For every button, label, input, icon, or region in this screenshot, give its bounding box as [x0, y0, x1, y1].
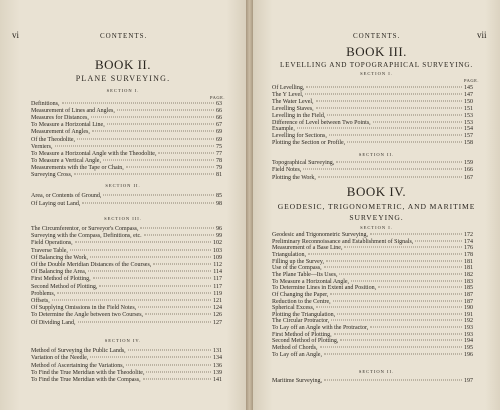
toc-entry-page: 79 — [216, 164, 222, 171]
toc-entry-page: 85 — [216, 193, 222, 199]
toc-entry-title: Plotting the Section or Profile, — [272, 140, 346, 147]
toc-entry-page: 193 — [464, 331, 473, 338]
dot-leader — [303, 169, 462, 170]
dot-leader — [318, 176, 462, 177]
toc-entry-page: 75 — [216, 143, 222, 150]
dot-leader — [324, 267, 462, 268]
toc-entry — [31, 115, 222, 122]
toc-entry-title: Plotting the Triangulation, — [272, 311, 336, 318]
toc-entry-page: 67 — [216, 122, 222, 129]
toc-entry-page: 191 — [464, 311, 473, 318]
toc-entry-title: Field Notes, — [272, 167, 302, 174]
dot-leader — [88, 271, 211, 272]
book-title: BOOK IV. — [346, 184, 407, 199]
toc-entry-title: To Determine Lines in Extent and Position, — [272, 285, 377, 292]
toc-entry-page: 167 — [464, 174, 473, 181]
toc-entry-page: 77 — [216, 150, 222, 157]
toc-entry-page: 66 — [216, 108, 222, 115]
page-column-label: PAGE. — [464, 78, 479, 83]
dot-leader — [316, 107, 462, 108]
dot-leader — [52, 300, 211, 301]
toc-entry-title: Verniers, — [31, 143, 53, 150]
dot-leader — [373, 121, 462, 122]
toc-entry-title: Of Supplying Omissions in the Field Notes, — [31, 305, 137, 312]
dot-leader — [324, 380, 462, 381]
toc-entry-page: 96 — [216, 226, 222, 232]
toc-entry-title: Method of Ascertaining the Variations, — [31, 362, 125, 369]
toc-entry — [31, 129, 222, 136]
dot-leader — [370, 234, 462, 235]
page-folio: vi — [12, 30, 20, 40]
dot-leader — [103, 195, 214, 196]
toc-entry-page: 117 — [213, 276, 222, 283]
toc-entry — [31, 291, 222, 298]
toc-entry — [272, 175, 473, 182]
toc-entry-title: Of Dividing Land, — [31, 319, 76, 326]
toc-entry — [31, 320, 222, 327]
toc-entry-title: Area, or Contents of Ground, — [31, 193, 102, 199]
dot-leader — [91, 117, 214, 118]
toc-entry-title: Example, — [272, 126, 295, 133]
dot-leader — [324, 353, 462, 354]
toc-entry-page: 131 — [213, 348, 222, 354]
book-gutter — [246, 0, 253, 410]
toc-entry — [31, 240, 222, 247]
dot-leader — [145, 314, 211, 315]
toc-entry-title: The Water Level, — [272, 98, 314, 105]
toc-entry-title: The Plane Table—Its Uses, — [272, 271, 338, 278]
section-heading: SECTION I. — [360, 71, 393, 76]
toc-entry-page: 153 — [464, 112, 473, 119]
toc-entry-page: 174 — [464, 238, 473, 245]
dot-leader — [90, 256, 211, 257]
toc-entry-page: 187 — [464, 298, 473, 305]
toc-entry-title: Geodesic and Trigonometric Surveying, — [272, 232, 368, 238]
dot-leader — [128, 350, 211, 351]
toc-entry-page: 127 — [213, 319, 222, 326]
dot-leader — [57, 292, 211, 293]
toc-entry-title: To Measure a Horizontal Line, — [31, 122, 105, 129]
dot-leader — [62, 103, 215, 104]
toc-entry — [31, 284, 222, 291]
toc-entry-page: 153 — [464, 119, 473, 126]
section-heading: SECTION IV. — [104, 338, 142, 343]
dot-leader — [308, 253, 462, 254]
toc-entry-page: 99 — [216, 233, 222, 240]
toc-entry-title: The Circular Protractor, — [272, 318, 330, 325]
toc-entry — [31, 165, 222, 172]
dot-leader — [344, 247, 462, 248]
toc-entry-page: 139 — [213, 369, 222, 376]
book-subtitle-continued: SURVEYING. — [349, 213, 404, 222]
toc-entry-title: Topographical Surveying, — [272, 160, 335, 166]
toc-entry — [31, 172, 222, 179]
toc-entry-title: Surveying Cross, — [31, 172, 73, 178]
toc-entry-page: 193 — [464, 325, 473, 332]
toc-entry-page: 195 — [464, 345, 473, 352]
section-heading: SECTION II. — [105, 183, 141, 188]
dot-leader — [158, 152, 214, 153]
dot-leader — [126, 166, 214, 167]
dot-leader — [337, 313, 462, 314]
toc-entry-title: Of Laying out Land, — [31, 201, 81, 208]
toc-entry-page: 151 — [464, 105, 473, 112]
toc-entry-title: Of Balancing the Area, — [31, 269, 87, 276]
toc-entry-title: Second Method of Plotting, — [31, 283, 98, 290]
toc-entry-title: Levelling in the Field, — [272, 112, 326, 119]
dot-leader — [316, 100, 462, 101]
dot-leader — [70, 249, 211, 250]
dot-leader — [415, 240, 462, 241]
toc-entry-title: Variation of the Needle, — [31, 355, 89, 362]
toc-entry-page: 147 — [464, 91, 473, 98]
toc-entry-title: Measures for Distances, — [31, 115, 89, 122]
toc-entry-page: 181 — [464, 258, 473, 265]
toc-entry-page: 141 — [213, 377, 222, 384]
toc-entry-title: Of Levelling, — [272, 85, 305, 91]
dot-leader — [306, 87, 462, 88]
toc-entry-page: 159 — [464, 160, 473, 166]
dot-leader — [336, 162, 462, 163]
toc-entry-page: 197 — [464, 378, 473, 384]
toc-entry — [31, 298, 222, 305]
dot-leader — [305, 93, 462, 94]
dot-leader — [316, 307, 462, 308]
toc-entry-page: 166 — [464, 167, 473, 174]
dot-leader — [351, 280, 462, 281]
toc-entry-page: 136 — [213, 362, 222, 369]
toc-entry — [31, 151, 222, 158]
toc-entry-title: Triangulation, — [272, 251, 306, 258]
toc-entry-title: The Y Level, — [272, 91, 304, 98]
dot-leader — [126, 364, 211, 365]
toc-entry-title: Measurements with the Tape or Chain, — [31, 164, 124, 171]
book-subtitle: PLANE SURVEYING. — [75, 74, 171, 83]
toc-entry-page: 103 — [213, 247, 222, 254]
dot-leader — [144, 235, 214, 236]
toc-entry — [31, 348, 222, 355]
toc-entry-page: 172 — [464, 232, 473, 238]
toc-entry-title: Spherical Excess, — [272, 305, 315, 312]
dot-leader — [74, 174, 214, 175]
toc-entry-title: To Lay off an Angle with the Protractor, — [272, 325, 369, 332]
toc-entry-page: 69 — [216, 129, 222, 136]
toc-entry-title: To Measure a Horizontal Angle, — [272, 278, 350, 285]
toc-entry-title: Levelling for Sections, — [272, 133, 327, 140]
toc-entry-page: 190 — [464, 305, 473, 312]
toc-entry-page: 63 — [216, 101, 222, 107]
dot-leader — [143, 379, 211, 380]
toc-entry-page: 154 — [464, 126, 473, 133]
toc-entry-page: 134 — [213, 355, 222, 362]
toc-entry-title: Filling up the Survey, — [272, 258, 324, 265]
page-folio: vii — [477, 30, 487, 40]
dot-leader — [140, 228, 214, 229]
toc-entry-title: Preliminary Reconnoissance and Establishment of Signals, — [272, 238, 414, 245]
section-heading: SECTION I. — [360, 225, 393, 230]
toc-entry-page: 117 — [213, 283, 222, 290]
toc-entry-title: Plotting the Work, — [272, 174, 316, 181]
toc-entry — [31, 370, 222, 377]
dot-leader — [117, 110, 214, 111]
toc-entry-page: 183 — [464, 278, 473, 285]
toc-entry-title: Measurement of Angles, — [31, 129, 90, 136]
toc-entry-page: 185 — [464, 285, 473, 292]
dot-leader — [77, 138, 214, 139]
toc-entry — [31, 363, 222, 370]
toc-entry-title: Measurement of Lines and Angles, — [31, 108, 115, 115]
dot-leader — [326, 260, 462, 261]
toc-entry-page: 114 — [213, 269, 222, 276]
toc-entry-title: To Determine the Angle between two Courses, — [31, 312, 144, 319]
toc-entry-page: 192 — [464, 318, 473, 325]
toc-entry-title: Difference of Level between Two Points, — [272, 119, 371, 126]
toc-entry-page: 121 — [213, 298, 222, 304]
dot-leader — [90, 357, 211, 358]
toc-entry — [31, 377, 222, 384]
toc-entry-title: To Measure a Vertical Angle, — [31, 157, 101, 164]
toc-entry — [272, 140, 473, 147]
toc-entry — [31, 312, 222, 319]
toc-entry-title: Measurement of a Base Line, — [272, 245, 343, 252]
dot-leader — [153, 264, 211, 265]
toc-entry — [31, 144, 222, 151]
dot-leader — [339, 273, 462, 274]
toc-entry-page: 194 — [464, 338, 473, 345]
dot-leader — [99, 285, 211, 286]
dot-leader — [331, 320, 462, 321]
book-subtitle: LEVELLING AND TOPOGRAPHICAL SURVEYING. — [279, 61, 473, 69]
toc-entry-page: 178 — [464, 251, 473, 258]
toc-entry — [31, 262, 222, 269]
dot-leader — [82, 203, 214, 204]
toc-entry-title: To Find the True Meridian with the Compass, — [31, 377, 141, 384]
toc-entry — [31, 158, 222, 165]
dot-leader — [92, 131, 214, 132]
toc-entry-page: 158 — [464, 140, 473, 147]
toc-entry-page: 66 — [216, 115, 222, 122]
toc-entry-title: Second Method of Plotting, — [272, 338, 339, 345]
toc-entry-title: To Find the True Meridian with the Theodolite, — [31, 369, 145, 376]
toc-entry-title: First Method of Plotting, — [31, 276, 91, 283]
toc-entry-title: Method of Chords, — [272, 345, 318, 352]
toc-entry-page: 126 — [213, 312, 222, 319]
toc-entry-title: Maritime Surveying, — [272, 378, 322, 384]
toc-entry — [31, 226, 222, 233]
toc-entry-page: 187 — [464, 291, 473, 298]
toc-entry-page: 176 — [464, 245, 473, 252]
toc-entry — [272, 352, 473, 359]
book-title: BOOK II. — [95, 57, 151, 72]
toc-entry-page: 78 — [216, 157, 222, 164]
toc-entry-title: Of the Double Meridian Distances of the Courses, — [31, 262, 152, 268]
left-page — [0, 0, 246, 410]
toc-entry-title: Offsets, — [31, 298, 50, 304]
toc-entry-title: Surveying with the Compass, Definitions, etc. — [31, 233, 142, 240]
toc-entry-title: Definitions, — [31, 101, 60, 107]
dot-leader — [329, 135, 462, 136]
toc-entry-title: Use of the Compass, — [272, 265, 322, 272]
toc-entry-title: Of Changing the Paper, — [272, 291, 329, 298]
dot-leader — [334, 333, 462, 334]
toc-entry-title: First Method of Plotting, — [272, 331, 332, 338]
toc-entry — [31, 137, 222, 144]
toc-entry-title: Of Balancing the Work, — [31, 254, 89, 261]
dot-leader — [103, 159, 214, 160]
dot-leader — [340, 340, 462, 341]
toc-entry — [272, 160, 473, 167]
toc-entry-page: 182 — [464, 271, 473, 278]
page-column-label: PAGE. — [210, 95, 225, 100]
dot-leader — [146, 371, 211, 372]
toc-entry — [31, 248, 222, 255]
dot-leader — [333, 300, 462, 301]
toc-entry-page: 181 — [464, 265, 473, 272]
dot-leader — [297, 128, 462, 129]
toc-entry-title: Problems, — [31, 290, 56, 297]
section-heading: SECTION II. — [358, 369, 395, 374]
dot-leader — [75, 242, 211, 243]
section-heading: SECTION I. — [106, 88, 140, 93]
toc-entry — [272, 378, 473, 385]
toc-entry-page: 145 — [464, 85, 473, 91]
toc-entry — [31, 101, 222, 108]
book-title: BOOK III. — [346, 44, 407, 59]
dot-leader — [378, 287, 462, 288]
toc-entry-page: 119 — [213, 290, 222, 297]
dot-leader — [93, 278, 212, 279]
dot-leader — [320, 347, 463, 348]
toc-entry-page: 157 — [464, 133, 473, 140]
toc-entry-title: Method of Surveying the Public Lands, — [31, 348, 126, 354]
toc-entry-page: 112 — [213, 262, 222, 268]
toc-entry-page: 109 — [213, 254, 222, 261]
book-subtitle: GEODESIC, TRIGONOMETRIC, AND MARITIME — [277, 202, 476, 211]
toc-entry-title: Traverse Table, — [31, 247, 68, 254]
dot-leader — [370, 327, 462, 328]
toc-entry — [31, 276, 222, 283]
dot-leader — [327, 114, 462, 115]
right-page — [253, 0, 500, 410]
running-head: CONTENTS. — [353, 32, 401, 40]
section-heading: SECTION III. — [104, 216, 142, 221]
toc-entry-title: Field Operations, — [31, 240, 73, 247]
toc-entry-page: 102 — [213, 240, 222, 247]
toc-entry — [272, 167, 473, 174]
toc-entry — [31, 193, 222, 200]
dot-leader — [107, 124, 214, 125]
dot-leader — [55, 145, 215, 146]
toc-entry — [31, 305, 222, 312]
toc-entry-title: To Lay off an Angle, — [272, 351, 322, 358]
toc-entry — [31, 201, 222, 208]
toc-entry-page: 196 — [464, 351, 473, 358]
toc-entry-title: Reduction to the Centre, — [272, 298, 331, 305]
dot-leader — [330, 293, 462, 294]
dot-leader — [138, 307, 211, 308]
section-heading: SECTION II. — [358, 152, 395, 157]
toc-entry-title: The Circumferentor, or Surveyor's Compass, — [31, 226, 139, 232]
running-head: CONTENTS. — [100, 32, 148, 40]
toc-entry-page: 150 — [464, 98, 473, 105]
toc-entry — [31, 255, 222, 262]
dot-leader — [347, 142, 462, 143]
toc-entry-page: 98 — [216, 201, 222, 208]
toc-entry-title: Of the Theodolite, — [31, 136, 76, 143]
toc-entry — [31, 355, 222, 362]
toc-entry-title: To Measure a Horizontal Angle with the Theodolite, — [31, 150, 157, 157]
toc-entry — [31, 233, 222, 240]
toc-entry-title: Levelling Staves, — [272, 105, 314, 112]
toc-entry-page: 124 — [213, 305, 222, 312]
toc-entry-page: 81 — [216, 172, 222, 178]
toc-entry-page: 69 — [216, 136, 222, 143]
dot-leader — [78, 321, 212, 322]
